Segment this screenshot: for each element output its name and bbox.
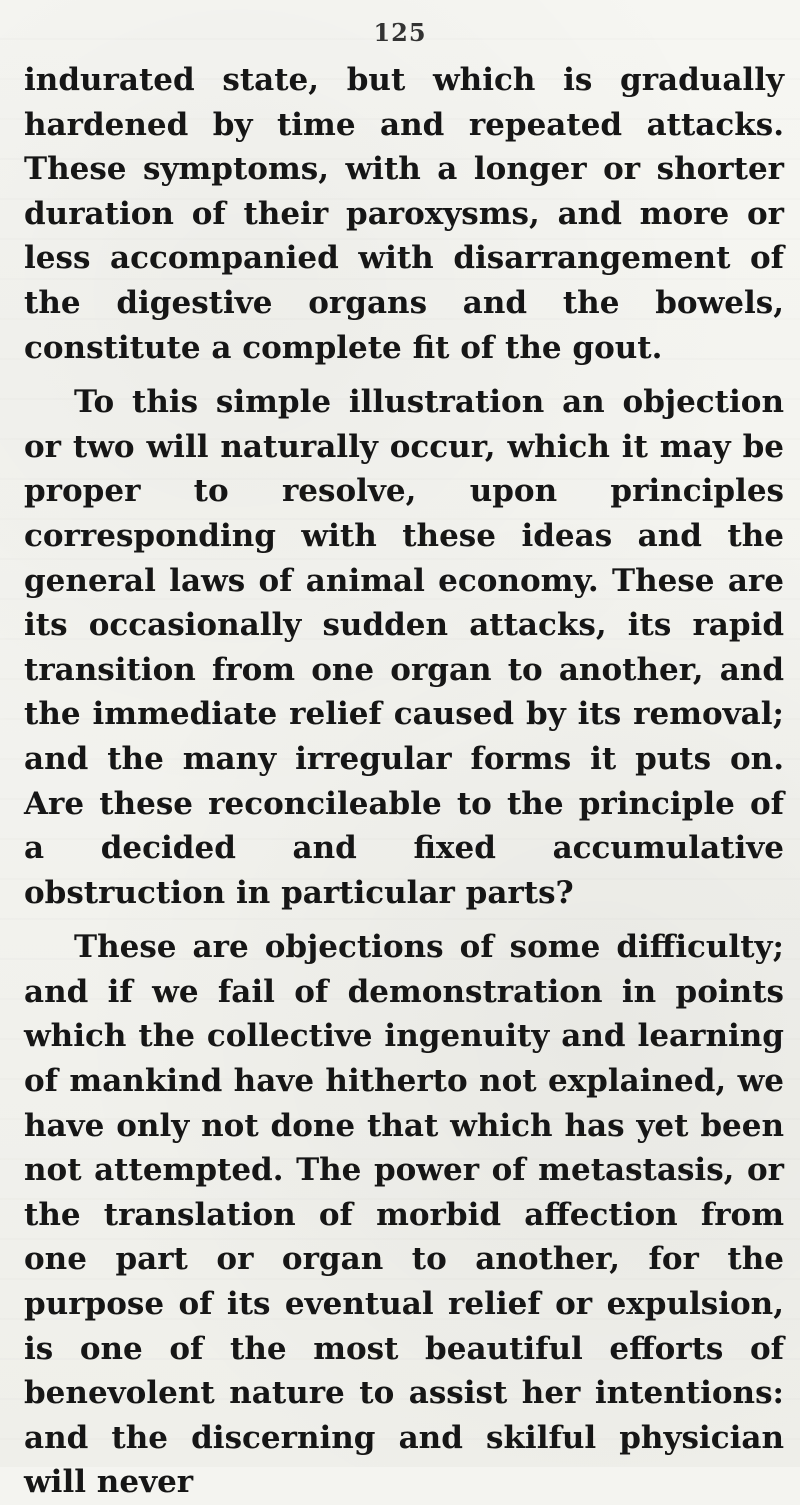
page-number: 125	[373, 18, 427, 47]
body-text	[24, 58, 784, 1505]
paragraph-2: To this simple illustration an objection or two will naturally occur, which it may be proper to resolve, upon principles corresponding with these ideas and the general laws of animal economy. These are its occasionally sudden attacks, its rapid transition from one organ to another, and the immediate relief caused by its removal; and the many irregular forms it puts on. Are these reconcileable to the principle of a decided and fixed accumulative obstruction in particular parts?	[24, 384, 784, 911]
paragraph-3: These are objections of some difficulty; and if we fail of demonstration in points which the collective ingenuity and learning of mankind have hitherto not explained, we have only not done that which has yet been not attempted. The power of metastasis, or the translation of morbid affection from one part or organ to another, for the purpose of its eventual relief or expulsion, is one of the most beautiful efforts of benevolent nature to assist her intentions: and the discerning and skilful physician will never	[24, 929, 784, 1501]
paragraph-1: indurated state, but which is gradually hardened by time and repeated attacks. These symptoms, with a longer or shorter duration of their paroxysms, and more or less accompanied with disarrangement of the digestive organs and the bowels, constitute a complete fit of the gout.	[24, 62, 784, 366]
